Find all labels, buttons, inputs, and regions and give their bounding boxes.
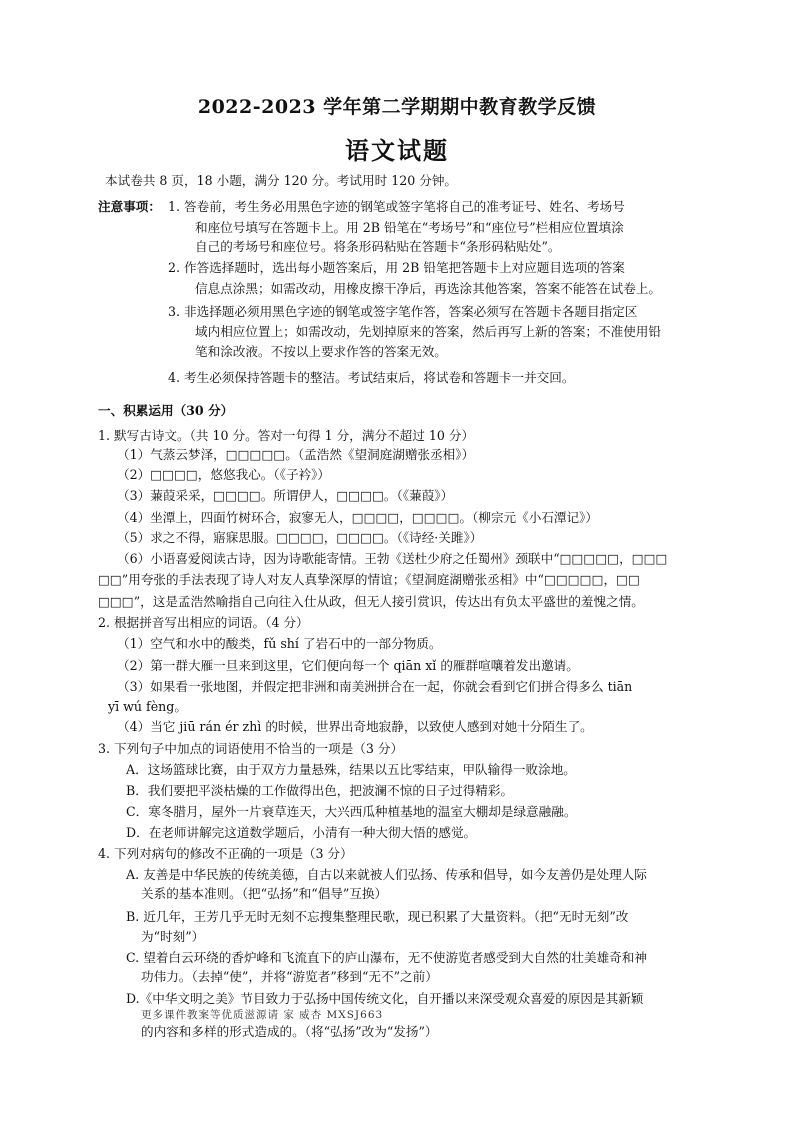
option-b: B．我们要把平淡枯燥的工作做得出色，把波澜不惊的日子过得精彩。 (126, 783, 514, 798)
question-line: （6）小语喜爱阅读古诗，因为诗歌能寄情。王勃《送杜少府之任蜀州》颈联中“□□□□□，□□□ (117, 551, 668, 566)
question-line: （2）□□□□，悠悠我心。（《子衿》） (117, 467, 331, 482)
option-c-cont: 功伟力。（去掉“使”，并将“游览者”移到“无不”之前） (141, 969, 438, 984)
question-line: （2）第一群大雁一旦来到这里，它们便向每一个 qiān xǐ 的雁群喧嚷着发出邀请。 (117, 658, 579, 673)
note-line: 域内相应位置上；如需改动，先划掉原来的答案，然后再写上新的答案；不准使用铅 (195, 324, 661, 339)
note-line: 笔和涂改液。不按以上要求作答的答案无效。 (195, 344, 447, 359)
question-line: □□”用夸张的手法表现了诗人对友人真挚深厚的情谊；《望洞庭湖赠张丞相》中“□□□□□，□□ (98, 572, 640, 587)
option-c: C．寒冬腊月，屋外一片衰草连天，大兴西瓜种植基地的温室大棚却是绿意融融。 (126, 804, 577, 819)
option-a-cont: 关系的基本准则。（把“弘扬”和“倡导”互换） (141, 886, 388, 901)
exam-title: 2022-2023 学年第二学期期中教育教学反馈 (197, 96, 597, 118)
question-line: □□□”，这是孟浩然喻指自己向往入仕从政，但无人接引赏识，传达出有负太平盛世的羞愧之情。 (98, 594, 644, 609)
section-heading: 一、积累运用（30 分） (98, 403, 234, 418)
question-2-title: 2. 根据拼音写出相应的词语。（4 分） (98, 615, 309, 630)
note-line: 4. 考生必须保持答题卡的整洁。考试结束后，将试卷和答题卡一并交回。 (168, 370, 575, 385)
question-line: （4）当它 jiū rán ér zhì 的时候，世界出奇地寂静，以致使人感到对她十分陌生了。 (117, 719, 593, 734)
option-d: D.《中华文明之美》节目致力于弘扬中国传统文化，自开播以来深受观众喜爱的原因是其新颖 (126, 991, 644, 1006)
option-a: A. 友善是中华民族的传统美德，自古以来就被人们弘扬、传承和倡导，如今友善仍是处理人际 (126, 867, 647, 882)
question-line: （3）如果看一张地图，并假定把非洲和南美洲拼合在一起，你就会看到它们拼合得多么 tiān (117, 679, 633, 694)
question-line: （5）求之不得，寤寐思服。□□□□，□□□□。（《诗经·关雎》） (117, 530, 483, 545)
note-line: 2. 作答选择题时，选出每小题答案后，用 2B 铅笔把答题卡上对应题目选项的答案 (168, 260, 625, 275)
subject-title: 语文试题 (345, 136, 449, 165)
note-line: 3. 非选择题必须用黑色字迹的钢笔或签字笔作答，答案必须写在答题卡各题目指定区 (168, 304, 638, 319)
question-line: （1）气蒸云梦泽，□□□□□。（孟浩然《望洞庭湖赠张丞相》） (117, 447, 475, 462)
note-line: 1. 答卷前，考生务必用黑色字迹的钢笔或签字笔将自己的准考证号、姓名、考场号 (168, 199, 625, 214)
note-line: 自己的考场号和座位号。将条形码粘贴在答题卡“条形码粘贴处”。 (195, 239, 561, 254)
option-d: D．在老师讲解完这道数学题后，小清有一种大彻大悟的感觉。 (126, 825, 477, 840)
option-b-cont: 为“时刻”） (141, 929, 205, 944)
question-line: （1）空气和水中的酸类，fǔ shí 了岩石中的一部分物质。 (117, 636, 442, 651)
question-1-title: 1. 默写古诗文。（共 10 分。答对一句得 1 分，满分不超过 10 分） (98, 428, 475, 443)
question-3-title: 3. 下列句子中加点的词语使用不恰当的一项是（3 分） (98, 741, 404, 756)
note-line: 信息点涂黑；如需改动，用橡皮擦干净后，再选涂其他答案，答案不能答在试卷上。 (195, 281, 661, 296)
option-a: A．这场篮球比赛，由于双方力量悬殊，结果以五比零结束，甲队输得一败涂地。 (126, 762, 576, 777)
option-c: C. 望着白云环绕的香炉峰和飞流直下的庐山瀑布，无不使游览者感受到大自然的壮美雄奇和神 (126, 950, 647, 965)
notes-label: 注意事项： (98, 199, 161, 214)
exam-info: 本试卷共 8 页，18 小题，满分 120 分。考试用时 120 分钟。 (105, 173, 458, 188)
question-4-title: 4. 下列对病句的修改不正确的一项是（3 分） (98, 846, 353, 861)
question-line: （4）坐潭上，四面竹树环合，寂寥无人，□□□□，□□□□。（柳宗元《小石潭记》） (117, 510, 599, 525)
question-line: （3）蒹葭采采，□□□□。所谓伊人，□□□□。（《蒹葭》） (117, 488, 454, 503)
question-line: yī wú fèng。 (108, 699, 187, 714)
watermark-text: 更多课件教案等优质滋源请 家 威杏 MXSJ663 (141, 1009, 384, 1021)
note-line: 和座位号填写在答题卡上。用 2B 铅笔在“考场号”和“座位号”栏相应位置填涂 (195, 220, 624, 235)
option-d-cont: 的内容和多样的形式造成的。（将“弘扬”改为“发扬”） (141, 1024, 438, 1039)
option-b: B. 近几年，王芳几乎无时无刻不忘搜集整理民歌，现已积累了大量资料。（把“无时无刻”改 (126, 909, 629, 924)
